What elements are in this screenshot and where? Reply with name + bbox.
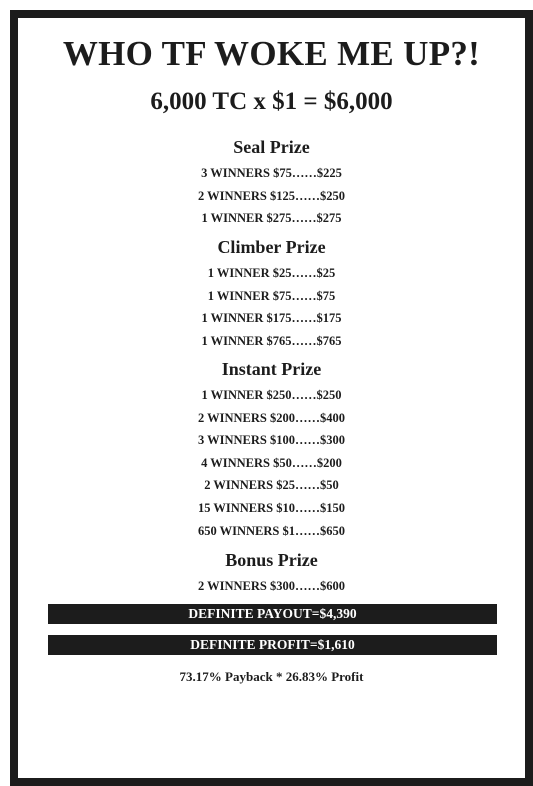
prize-line: 4 WINNERS $50……$200 xyxy=(201,455,342,470)
section-title: Bonus Prize xyxy=(225,550,318,570)
page-title: WHO TF WOKE ME UP?! xyxy=(62,34,481,73)
prize-line: 15 WINNERS $10……$150 xyxy=(197,500,345,515)
section-climber-prize xyxy=(18,236,525,352)
prize-line: 1 WINNER $25……$25 xyxy=(207,266,336,280)
definite-profit-bar: DEFINITE PROFIT=$1,610 xyxy=(48,635,497,655)
section-title: Climber Prize xyxy=(217,237,326,257)
prize-line: 1 WINNER $175……$175 xyxy=(201,311,342,326)
prize-line: 1 WINNER $765……$765 xyxy=(201,333,342,348)
prize-line: 1 WINNER $275……$275 xyxy=(201,211,342,226)
prize-line: 1 WINNER $75……$75 xyxy=(207,288,336,303)
payback-profit-footer: 73.17% Payback * 26.83% Profit xyxy=(179,669,364,684)
prize-line: 2 WINNERS $200……$400 xyxy=(197,410,345,425)
prize-line: 650 WINNERS $1……$650 xyxy=(197,523,345,538)
page-subtitle: 6,000 TC x $1 = $6,000 xyxy=(150,88,393,115)
prize-line: 3 WINNERS $75……$225 xyxy=(201,166,342,180)
prize-line: 2 WINNERS $25……$50 xyxy=(204,478,339,493)
section-bonus-prize xyxy=(18,549,525,598)
section-title: Seal Prize xyxy=(233,137,310,157)
definite-payout-bar: DEFINITE PAYOUT=$4,390 xyxy=(48,604,497,624)
prize-sheet xyxy=(10,10,533,786)
prize-line: 2 WINNERS $125……$250 xyxy=(197,188,345,203)
section-instant-prize xyxy=(18,358,525,542)
section-seal-prize xyxy=(18,136,525,230)
section-title: Instant Prize xyxy=(221,359,322,379)
prize-line: 1 WINNER $250……$250 xyxy=(201,388,342,402)
prize-line: 2 WINNERS $300……$600 xyxy=(197,579,345,593)
prize-line: 3 WINNERS $100……$300 xyxy=(197,433,345,448)
